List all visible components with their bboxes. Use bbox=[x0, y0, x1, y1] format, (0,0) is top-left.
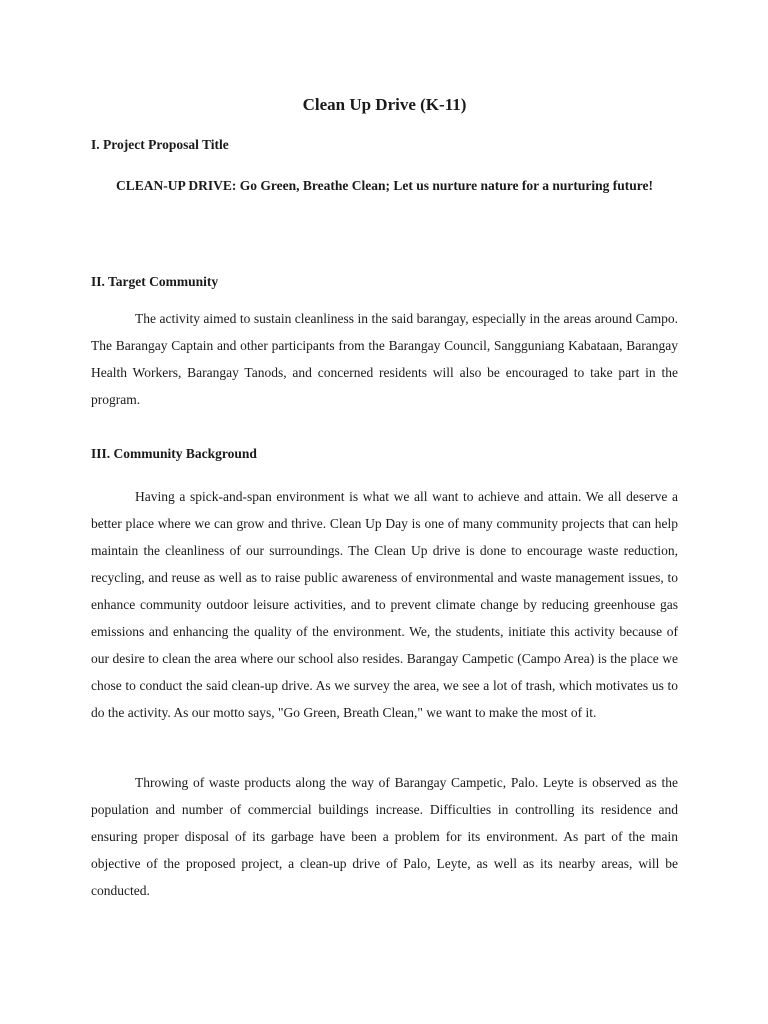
proposal-title-text: CLEAN-UP DRIVE: Go Green, Breathe Clean; Let us nurture nature for a nurturing future! bbox=[116, 178, 653, 193]
section-heading-community-background: III. Community Background bbox=[91, 446, 257, 461]
community-background-paragraph-2: Throwing of waste products along the way of Barangay Campetic, Palo. Leyte is observed as the population and number of commercial buildings increase. Difficulties in controlling its residence and ensuring proper disposal of its garbage have been a problem for its environment. As part of the main objective of the proposed project, a clean-up drive of Palo, Leyte, as well as its nearby areas, will be conducted. bbox=[91, 775, 678, 898]
section-heading-project-proposal-title: I. Project Proposal Title bbox=[91, 137, 229, 152]
community-background-paragraph-1: Having a spick-and-span environment is what we all want to achieve and attain. We all deserve a better place where we can grow and thrive. Clean Up Day is one of many community projects that can help maintain the cleanliness of our surroundings. The Clean Up drive is done to encourage waste reduction, recycling, and reuse as well as to raise public awareness of environmental and waste management issues, to enhance community outdoor leisure activities, and to prevent climate change by reducing greenhouse gas emissions and enhancing the quality of the environment. We, the students, initiate this activity because of our desire to clean the area where our school also resides. Barangay Campetic (Campo Area) is the place we chose to conduct the said clean-up drive. As we survey the area, we see a lot of trash, which motivates us to do the activity. As our motto says, "Go Green, Breath Clean," we want to make the most of it. bbox=[91, 489, 678, 720]
target-community-paragraph: The activity aimed to sustain cleanliness in the said barangay, especially in the areas around Campo. The Barangay Captain and other participants from the Barangay Council, Sangguniang Kabataan, Barangay Health Workers, Barangay Tanods, and concerned residents will also be encouraged to take part in the program. bbox=[91, 311, 678, 407]
document-title: Clean Up Drive (K-11) bbox=[302, 95, 467, 114]
section-heading-target-community: II. Target Community bbox=[91, 274, 219, 289]
